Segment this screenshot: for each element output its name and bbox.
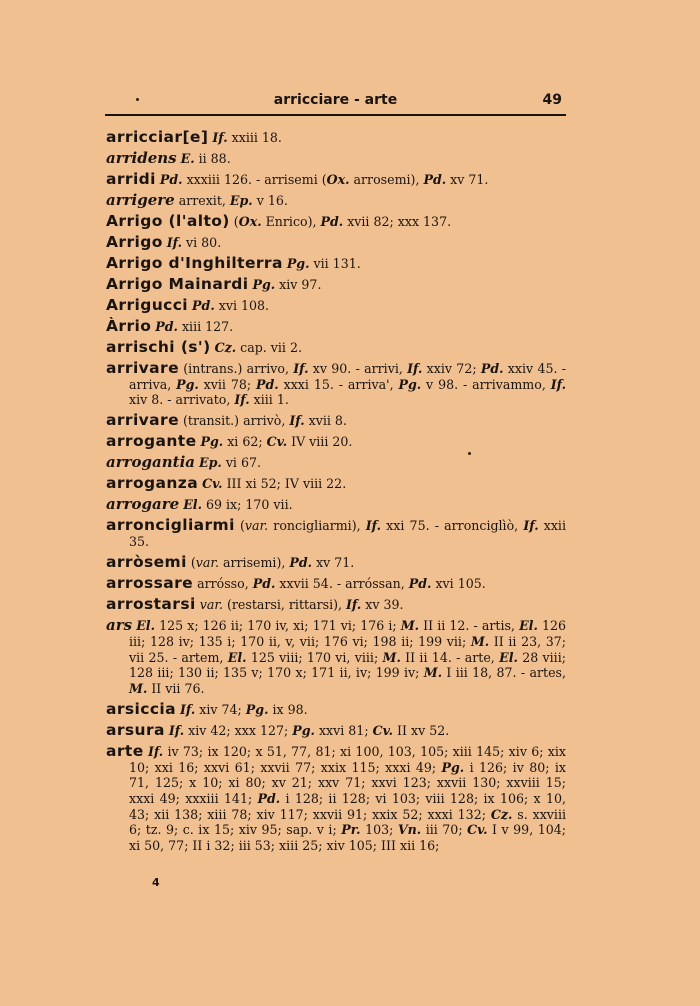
entry-headword: arròsemi <box>106 553 187 572</box>
dictionary-entry <box>106 130 566 146</box>
entry-headword: ars <box>106 616 133 635</box>
dictionary-entry <box>106 277 566 293</box>
dictionary-entry <box>106 518 566 549</box>
dictionary-entry <box>106 618 566 697</box>
entry-citations: Pd. xxxiii 126. - arrisemi (Ox. arrosemi), Pd. xv 71. <box>159 172 489 187</box>
entry-headword: Àrrio <box>106 317 152 335</box>
dictionary-entry <box>106 340 566 356</box>
dictionary-entry <box>106 214 566 230</box>
dictionary-entry <box>106 319 566 335</box>
entry-citations: (var. arrisemi), Pd. xv 71. <box>186 555 355 571</box>
entry-citations: Cv. III xi 52; IV viii 22. <box>202 476 347 492</box>
dictionary-entry <box>106 720 566 739</box>
entry-headword: Arrigo Mainardi <box>106 275 249 293</box>
entry-citations: (transit.) arrivò, If. xvii 8. <box>178 413 347 429</box>
dictionary-entry <box>106 497 566 513</box>
entry-citations: arróssо, Pd. xxvii 54. - arróssan, Pd. xvi 105. <box>193 576 486 592</box>
entry-citations: Pg. xiv 97. <box>252 277 322 292</box>
entry-citations: Pd. xvi 108. <box>192 298 270 313</box>
entry-headword: Arrigo <box>106 233 163 251</box>
entry-headword: arricciar[e] <box>106 128 209 146</box>
entry-headword: arridens <box>106 149 177 167</box>
entry-headword: arsura <box>106 720 165 739</box>
dictionary-entry <box>106 235 566 251</box>
dictionary-entry <box>106 413 566 429</box>
entry-citations: (Ox. Enrico), Pd. xvii 82; xxx 137. <box>229 214 452 229</box>
dictionary-entry <box>106 741 566 854</box>
dictionary-entry <box>106 151 566 167</box>
entry-citations: Pd. xiii 127. <box>155 319 234 334</box>
entry-citations: If. xiv 74; Pg. ix 98. <box>180 701 308 717</box>
entry-citations: (intrans.) arrivo, If. xv 90. - arrivi, If. xxiv 72; Pd. xxiv 45. - arriva, Pg. xvii 78; Pd. xxxi 15. - arriva', Pg. v 98. - arrivammo, If. xiv 8. - arrivato, If. xiii 1. <box>129 361 567 408</box>
dictionary-entry <box>106 476 566 492</box>
dictionary-entry <box>106 555 566 571</box>
entry-headword: arrivare <box>106 411 179 430</box>
entry-citations: If. xxiii 18. <box>212 130 282 145</box>
entry-headword: arrogare <box>106 495 180 514</box>
entry-headword: arrischi (s') <box>106 338 211 356</box>
speck <box>468 452 471 455</box>
signature-mark: 4 <box>152 876 160 889</box>
entry-headword: arroganza <box>106 474 199 493</box>
speck <box>136 98 139 101</box>
entry-citations: Pg. vii 131. <box>286 256 361 271</box>
dictionary-entry <box>106 597 566 613</box>
entry-citations: Cz. cap. vii 2. <box>214 340 302 355</box>
entry-citations: Ep. vi 67. <box>199 455 261 471</box>
dictionary-entries <box>106 130 566 859</box>
entry-citations: If. vi 80. <box>166 235 222 250</box>
entry-headword: arte <box>106 741 144 760</box>
entry-headword: arrossare <box>106 574 194 593</box>
entry-citations: El. 69 ix; 170 vii. <box>183 497 293 513</box>
entry-headword: arroncigliarmi <box>106 516 235 535</box>
entry-headword: arrogante <box>106 432 197 451</box>
entry-citations: E. ii 88. <box>180 151 231 166</box>
entry-headword: Arrigo (l'alto) <box>106 212 230 230</box>
entry-citations: var. (restarsi, rittarsi), If. xv 39. <box>199 597 404 613</box>
entry-headword: arrigere <box>106 191 175 209</box>
dictionary-entry <box>106 699 566 718</box>
dictionary-entry <box>106 576 566 592</box>
entry-citations: If. iv 73; ix 120; x 51, 77, 81; xi 100, 103, 105; xiii 145; xiv 6; xix 10; xxi 16; xxvi 61; xxvii 77; xxix 115; xxxi 49; Pg. i 126; iv 80; ix 71, 125; x 10; xi 80; xv 21; xxv 71; xxvi 123; xxvii 130; xxviii 15; xxxi 49; xxxiii 141; Pd. i 128; ii 128; vi 103; viii 128; ix 106; x 10, 43; xii 138; xiii 78; xiv 117; xxvii 91; xxix 52; xxxi 132; Cz. s. xxviii 6; tz. 9; c. ix 15; xiv 95; sap. v i; Pr. 103; Vn. iii 70; Cv. I v 99, 104; xi 50, 77; II i 32; iii 53; xiii 25; xiv 105; III xii 16; <box>129 743 566 854</box>
dictionary-entry <box>106 172 566 188</box>
entry-citations: Pg. xi 62; Cv. IV viii 20. <box>200 434 353 450</box>
dictionary-entry <box>106 455 566 471</box>
dictionary-entry <box>106 193 566 209</box>
page-number: 49 <box>542 92 562 108</box>
dictionary-entry <box>106 361 566 408</box>
dictionary-entry <box>106 256 566 272</box>
entry-headword: arrivare <box>106 359 179 377</box>
entry-citations: El. 125 x; 126 ii; 170 iv, xi; 171 vi; 176 i; M. II ii 12. - artis, El. 126 iii; 128 iv; 135 i; 170 ii, v, vii; 176 vi; 198 ii; 199 vii; M. II ii 23, 37; vii 25. - artem, El. 125 viii; 170 vi, viii; M. II ii 14. - arte, El. 28 viii; 128 iii; 130 ii; 135 v; 170 x; 171 ii, iv; 199 iv; M. I iii 18, 87. - artes, M. II vii 76. <box>129 618 566 696</box>
entry-citations: (var. roncigliarmi), If. xxi 75. - arronciglìò, If. xxii 35. <box>129 518 566 550</box>
entry-headword: arridi <box>106 170 156 188</box>
entry-headword: arsiccia <box>106 699 176 718</box>
entry-headword: Arrigo d'Inghilterra <box>106 254 283 272</box>
entry-headword: arrostarsi <box>106 595 196 614</box>
dictionary-entry <box>106 434 566 450</box>
entry-citations: If. xiv 42; xxx 127; Pg. xxvi 81; Cv. II xv 52. <box>168 722 450 738</box>
entry-headword: arrogantia <box>106 453 195 472</box>
entry-citations: arrexit, Ep. v 16. <box>174 193 288 208</box>
running-header <box>105 92 566 116</box>
entry-headword: Arrigucci <box>106 296 189 314</box>
running-title: arricciare - arte <box>273 92 398 108</box>
dictionary-entry <box>106 298 566 314</box>
